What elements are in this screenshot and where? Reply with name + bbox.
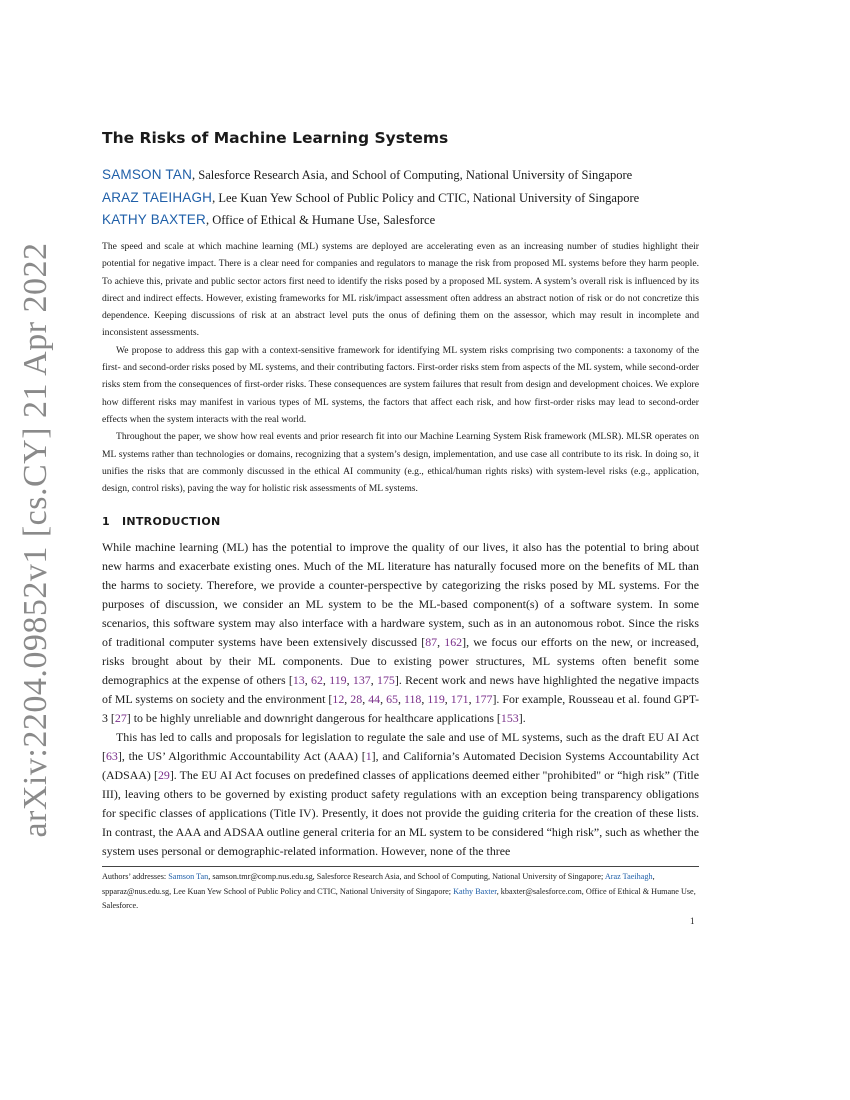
citation-link[interactable]: 13 bbox=[292, 673, 305, 687]
author-line bbox=[102, 187, 722, 210]
author-affiliation: , Lee Kuan Yew School of Public Policy and CTIC, National University of Singapore bbox=[212, 190, 640, 205]
citation-link[interactable]: 12 bbox=[332, 692, 345, 706]
author-link[interactable]: Samson Tan bbox=[168, 872, 209, 881]
citation-link[interactable]: 118 bbox=[403, 692, 422, 706]
citation-link[interactable]: 28 bbox=[350, 692, 363, 706]
footnote: Authors’ addresses: Samson Tan, samson.tmr@comp.nus.edu.sg, Salesforce Research Asia, and School of Computing, National University of Singapore; Araz Taeihagh, spparaz@nus.edu.sg, Lee Kuan Yew School of Public Policy and CTIC, National University of Singapore; Kathy Baxter, kbaxter@salesforce.com, Office of Ethical & Humane Use, Salesforce. bbox=[102, 872, 696, 910]
citation-link[interactable]: 29 bbox=[157, 768, 170, 782]
citation-link[interactable]: 153 bbox=[500, 711, 519, 725]
author-link[interactable]: Araz Taeihagh bbox=[604, 872, 653, 881]
author-line bbox=[102, 164, 722, 187]
author-line bbox=[102, 209, 722, 232]
section-heading bbox=[102, 515, 220, 528]
section-title: INTRODUCTION bbox=[121, 515, 221, 528]
abstract-paragraph: We propose to address this gap with a context-sensitive framework for identifying ML system risks comprising two components: a taxonomy of the first- and second-order risks posed by ML systems, and their contributing factors. First-order risks stem from aspects of the ML system, while second-order risks stem from the consequences of first-order risks. These consequences are system failures that result from design and development choices. We explore how different risks may manifest in various types of ML systems, the factors that affect each risk, and how first-order risks may lead to second-order effects when the system interacts with the real world. bbox=[102, 344, 699, 425]
citation-link[interactable]: 62 bbox=[311, 673, 323, 687]
author-affiliation: , Salesforce Research Asia, and School of Computing, National University of Singapore bbox=[192, 168, 633, 182]
citation-link[interactable]: 171 bbox=[450, 692, 469, 706]
citation-link[interactable]: 137 bbox=[352, 673, 371, 687]
body-paragraph: This has led to calls and proposals for legislation to regulate the sale and use of ML systems, such as the draft EU AI Act [63], the US’ Algorithmic Accountability Act (AAA) [1], and California’s Automated Decision Systems Accountability Act (ADSAA) [29]. The EU AI Act focuses on predefined classes of applications deemed either "prohibited" or “high risk” (Title III), leaving others to be governed by existing product safety regulations with an exception being transparency obligations for specific classes of applications (Title IV). Presently, it does not provide the guiding criteria for the creation of these lists. In contrast, the AAA and ADSAA outline general criteria for an ML system to be considered “high risk”, such as whether the system uses personal or demographic-related information. However, none of the three bbox=[102, 730, 700, 858]
citation-link[interactable]: 87 bbox=[425, 635, 438, 649]
author-name[interactable]: KATHY BAXTER bbox=[102, 212, 206, 227]
citation-link[interactable]: 175 bbox=[377, 673, 395, 687]
citation-link[interactable]: 44 bbox=[368, 692, 381, 706]
abstract-paragraph: Throughout the paper, we show how real events and prior research fit into our Machine Learning System Risk framework (MLSR). MLSR operates on ML systems rather than technologies or domains, recognizing that a system’s design, implementation, and use case all contribute to its risk. In doing so, it unifies the risks that are commonly discussed in the ethical AI community (e.g., ethical/human rights risks) with system-level risks (e.g., application, design, control risks), paving the way for holistic risk assessments of ML systems. bbox=[102, 431, 699, 495]
section-number: 1 bbox=[102, 515, 110, 528]
citation-link[interactable]: 27 bbox=[114, 711, 127, 725]
citation-link[interactable]: 119 bbox=[427, 692, 445, 706]
author-name[interactable]: SAMSON TAN bbox=[102, 167, 193, 182]
citation-link[interactable]: 119 bbox=[329, 673, 347, 687]
author-name[interactable]: ARAZ TAEIHAGH bbox=[102, 189, 213, 205]
citation-link[interactable]: 162 bbox=[444, 635, 463, 649]
footnote-divider bbox=[102, 866, 699, 867]
author-affiliation: , Office of Ethical & Humane Use, Salesforce bbox=[205, 213, 436, 227]
arxiv-identifier: arXiv:2204.09852v1 [cs.CY] 21 Apr 2022 bbox=[17, 242, 54, 838]
body-text bbox=[102, 538, 699, 861]
author-list bbox=[102, 164, 722, 232]
citation-link[interactable]: 177 bbox=[474, 692, 493, 706]
body-paragraph: While machine learning (ML) has the potential to improve the quality of our lives, it also has the potential to bring about new harms and exacerbate existing ones. Much of the ML literature has naturally focused more on the benefits of ML than the harms to society. Therefore, we provide a counter-perspective by categorizing the risks posed by ML systems. For the purposes of discussion, we consider an ML system to be the ML-based component(s) of a software system. In some scenarios, this software system may also interface with a hardware system, such as in an autonomous robot. Since the risks of traditional computer systems have been extensively discussed [87, 162], we focus our efforts on the new, or increased, risks brought about by their ML components. Due to existing power structures, ML systems often benefit some demographics at the expense of others [13, 62, 119, 137, 175]. Recent work and news have highlighted the negative impacts of ML systems on society and the environment [12, 28, 44, 65, 118, 119, 171, 177]. For example, Rousseau et al. found GPT-3 [27] to be highly unreliable and downright dangerous for healthcare applications [153]. bbox=[102, 540, 700, 725]
citation-link[interactable]: 65 bbox=[386, 692, 398, 706]
author-link[interactable]: Kathy Baxter bbox=[453, 886, 497, 896]
paper-title: The Risks of Machine Learning Systems bbox=[102, 129, 449, 147]
abstract bbox=[102, 238, 699, 497]
page-number: 1 bbox=[690, 916, 695, 926]
citation-link[interactable]: 63 bbox=[105, 749, 118, 763]
abstract-paragraph: The speed and scale at which machine learning (ML) systems are deployed are accelerating even as an increasing number of studies highlight their potential for negative impact. There is a clear need for companies and regulators to manage the risk from proposed ML systems before they harm people. To achieve this, private and public sector actors first need to identify the risks posed by a proposed ML system. A system’s overall risk is influenced by its direct and indirect effects. However, existing frameworks for ML risk/impact assessment often address an abstract notion of risk or do not concretize this dependence. Keeping discussions of risk at an abstract level puts the onus of defining them on the assessor, which may result in incomplete and inconsistent assessments. bbox=[102, 241, 699, 339]
citation-link[interactable]: 1 bbox=[365, 749, 372, 763]
